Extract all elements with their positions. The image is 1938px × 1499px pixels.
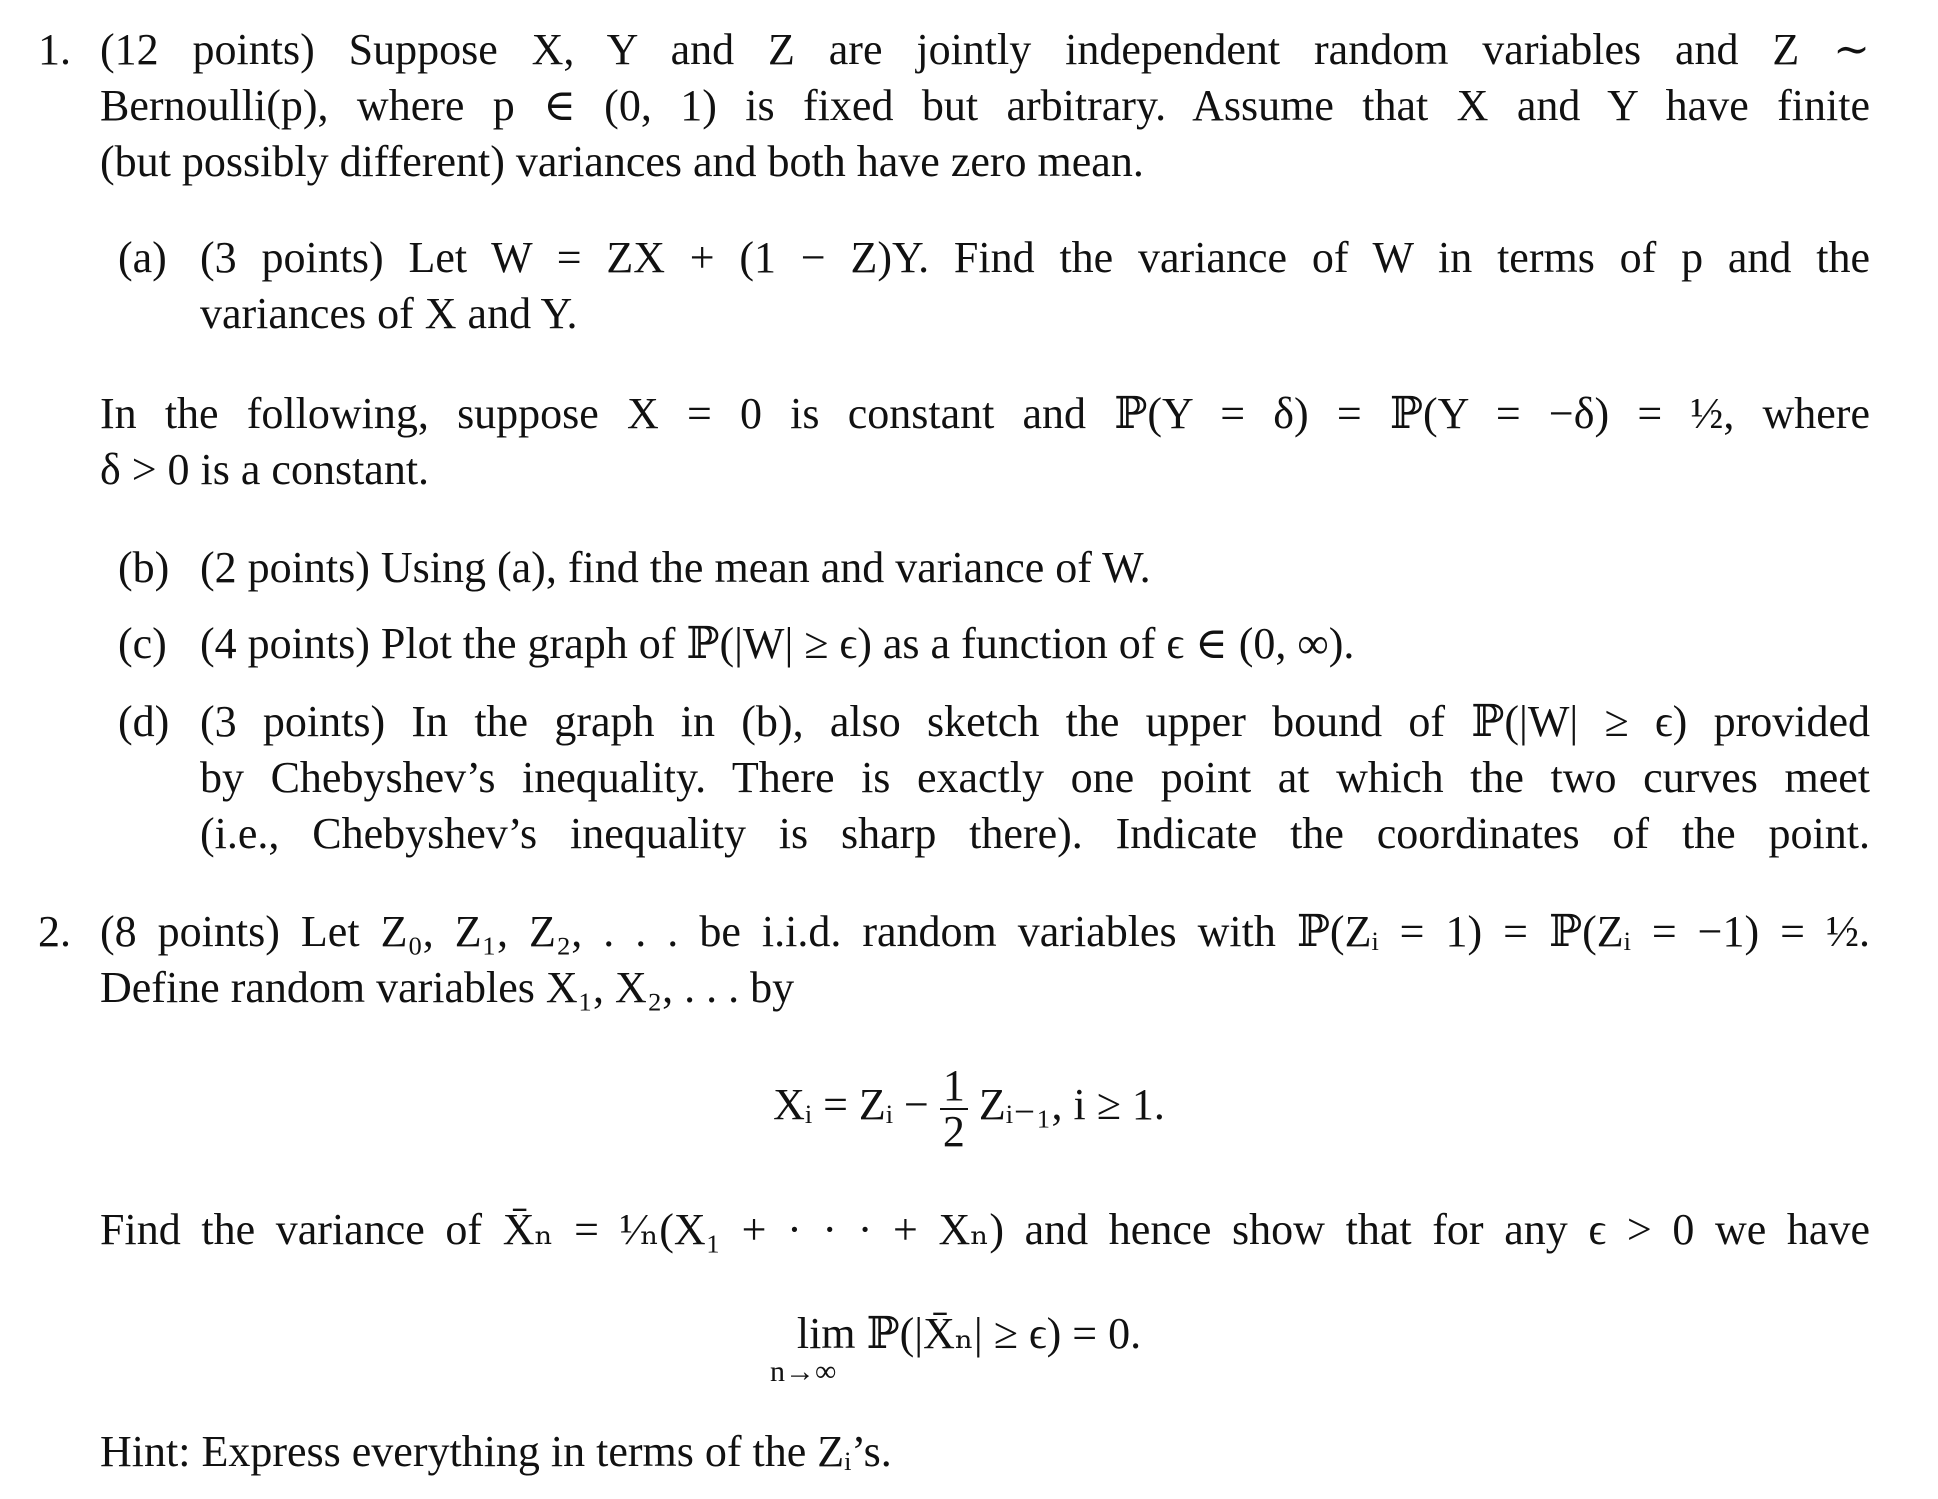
q1c-label: (c) xyxy=(118,619,167,668)
q2-equation-1 xyxy=(0,1050,1938,1160)
q1b-label: (b) xyxy=(118,543,170,592)
q1a-line-2: variances of X and Y. xyxy=(200,289,578,338)
eq1-fraction xyxy=(940,1060,968,1156)
q1-stem-line-3: (but possibly different) variances and both have zero mean. xyxy=(100,137,1144,186)
q2-stem-line-2: Define random variables X₁, X₂, . . . by xyxy=(100,963,795,1012)
eq1-lhs: Xᵢ = Zᵢ − xyxy=(773,1080,929,1129)
q1d-line-2: by Chebyshev’s inequality. There is exactly one point at which the two curves meet xyxy=(200,753,1870,802)
q1-assumption-line-1: In the following, suppose X = 0 is constant and ℙ(Y = δ) = ℙ(Y = −δ) = ½, where xyxy=(100,389,1870,438)
q1-stem-line-1: (12 points) Suppose X, Y and Z are jointly independent random variables and Z ∼ xyxy=(100,25,1870,74)
q2-equation-2: lim ℙ(|X̄ₙ| ≥ ϵ) = 0. xyxy=(796,1309,1142,1358)
eq1-frac-denominator: 2 xyxy=(942,1106,965,1156)
q1d-label: (d) xyxy=(118,697,170,746)
q1-number: 1. xyxy=(38,25,71,74)
q1-stem-line-2: Bernoulli(p), where p ∈ (0, 1) is fixed but arbitrary. Assume that X and Y have finite xyxy=(100,81,1870,130)
q1-assumption-line-2: δ > 0 is a constant. xyxy=(100,445,430,494)
q2-stem-line-1: (8 points) Let Z₀, Z₁, Z₂, . . . be i.i.d. random variables with ℙ(Zᵢ = 1) = ℙ(Zᵢ = −1) = ½. xyxy=(100,907,1870,956)
q1b-line-1: (2 points) Using (a), find the mean and variance of W. xyxy=(200,543,1151,592)
q1d-line-1: (3 points) In the graph in (b), also sketch the upper bound of ℙ(|W| ≥ ϵ) provided xyxy=(200,697,1870,746)
q1c-line-1: (4 points) Plot the graph of ℙ(|W| ≥ ϵ) as a function of ϵ ∈ (0, ∞). xyxy=(200,619,1355,668)
q1a-line-1: (3 points) Let W = ZX + (1 − Z)Y. Find the variance of W in terms of p and the xyxy=(200,233,1870,282)
q2-equation-2-subscript: n→∞ xyxy=(770,1355,837,1388)
q2-find-line: Find the variance of X̄ₙ = ¹⁄ₙ(X₁ + · · · + Xₙ) and hence show that for any ϵ > 0 we have xyxy=(100,1205,1870,1254)
q1a-label: (a) xyxy=(118,233,167,282)
q2-hint: Hint: Express everything in terms of the Zᵢ’s. xyxy=(100,1427,892,1476)
q2-number: 2. xyxy=(38,907,71,956)
eq1-rhs: Zᵢ₋₁, i ≥ 1. xyxy=(978,1080,1165,1129)
eq1-frac-numerator: 1 xyxy=(940,1064,968,1110)
q1d-line-3: (i.e., Chebyshev’s inequality is sharp there). Indicate the coordinates of the point. xyxy=(200,809,1870,858)
